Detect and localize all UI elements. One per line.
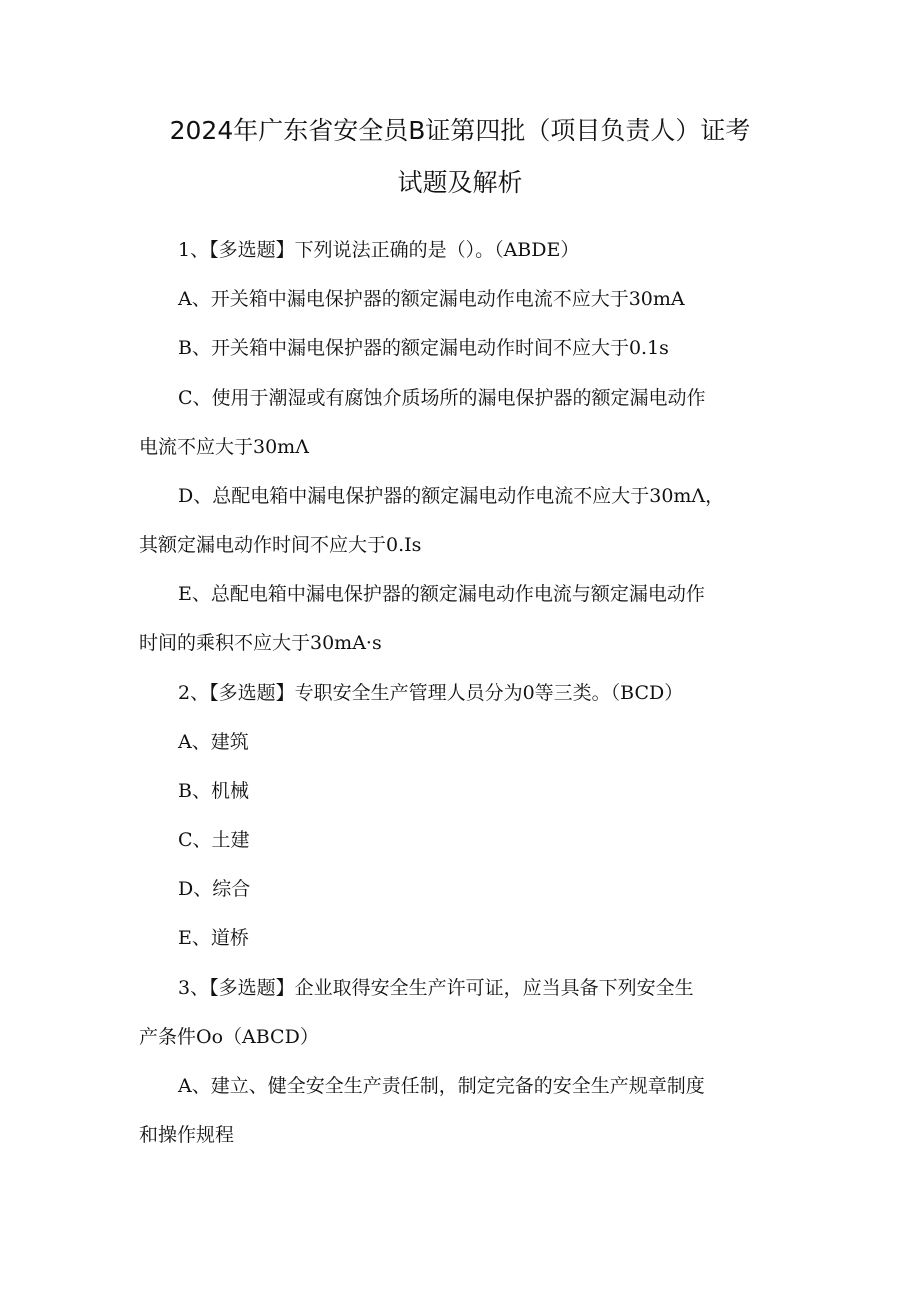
question-3-stem: 3、【多选题】企业取得安全生产许可证，应当具备下列安全生 (178, 977, 694, 999)
question-2-stem: 2、【多选题】专职安全生产管理人员分为0等三类。（BCD） (178, 682, 684, 704)
question-2-option-b: B、机械 (178, 780, 249, 802)
question-1-option-b: B、开关箱中漏电保护器的额定漏电动作时间不应大于0.1s (178, 337, 669, 359)
question-2-option-d: D、综合 (178, 878, 251, 900)
question-1-option-c-continued: 电流不应大于30mΛ (139, 436, 309, 458)
question-1-option-d: D、总配电箱中漏电保护器的额定漏电动作电流不应大于30mΛ， (178, 485, 725, 507)
question-1-option-c: C、使用于潮湿或有腐蚀介质场所的漏电保护器的额定漏电动作 (178, 387, 706, 409)
question-1-option-e-continued: 时间的乘积不应大于30mA·s (139, 632, 382, 654)
document-title-line-1: 2024年广东省安全员B证第四批（项目负责人）证考 (169, 116, 751, 145)
question-3-option-a-continued: 和操作规程 (139, 1124, 235, 1146)
document-title-line-2: 试题及解析 (397, 168, 523, 197)
question-2-option-c: C、土建 (178, 829, 250, 851)
question-2-option-a: A、建筑 (178, 731, 249, 753)
question-3-stem-continued: 产条件Oo（ABCD） (139, 1026, 319, 1048)
question-1-stem: 1、【多选题】下列说法正确的是（）。（ABDE） (178, 239, 580, 261)
question-2-option-e: E、道桥 (178, 927, 249, 949)
question-1-option-e: E、总配电箱中漏电保护器的额定漏电动作电流与额定漏电动作 (178, 583, 705, 605)
question-3-option-a: A、建立、健全安全生产责任制，制定完备的安全生产规章制度 (178, 1075, 705, 1097)
question-1-option-a: A、开关箱中漏电保护器的额定漏电动作电流不应大于30mA (178, 288, 685, 310)
question-1-option-d-continued: 其额定漏电动作时间不应大于0.Is (139, 534, 422, 556)
